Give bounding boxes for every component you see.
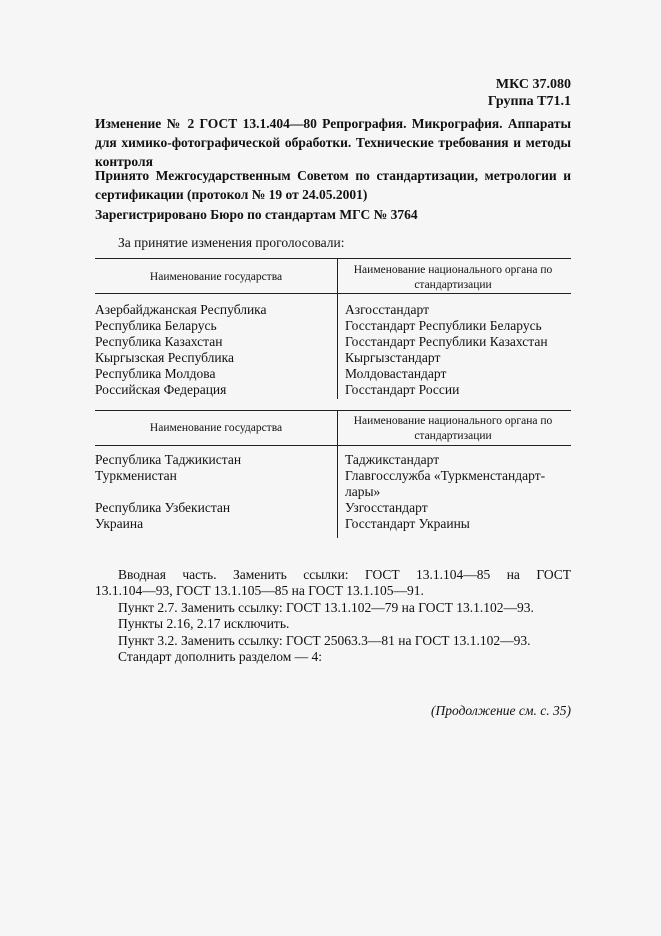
table-cell-organ: Таджикстандарт [345,452,440,467]
table-cell-state: Республика Узбекистан [95,500,231,515]
table2-col-state-header: Наименование государства [149,422,283,434]
table-cell-organ: Азгосстандарт [345,302,429,317]
table1-column-divider [337,258,338,399]
table1-top-rule [95,258,571,259]
table2-header-rule [95,445,571,446]
table2-column-divider [337,410,338,538]
intro-line-1: Вводная часть. Заменить ссылки: ГОСТ 13.1.104—85 на ГОСТ [118,567,571,582]
table-cell-organ: Госстандарт Украины [345,516,470,531]
table-cell-state: Республика Молдова [95,366,216,381]
table-cell-state: Туркменистан [95,468,177,483]
table1-col-state-header: Наименование государства [149,271,283,283]
point-2-7: Пункт 2.7. Заменить ссылку: ГОСТ 13.1.102—79 на ГОСТ 13.1.102—93. [118,600,534,615]
table-cell-organ: Кыргызстандарт [345,350,441,365]
points-2-16-2-17: Пункты 2.16, 2.17 исключить. [118,616,290,631]
table-cell-organ-continued: лары» [345,484,381,499]
table-cell-organ: Госстандарт Республики Казахстан [345,334,548,349]
table-cell-state: Республика Беларусь [95,318,217,333]
table-cell-state: Российская Федерация [95,382,227,397]
table-cell-organ: Госстандарт Республики Беларусь [345,318,542,333]
table-cell-organ: Госстандарт России [345,382,460,397]
table-cell-state: Украина [95,516,144,531]
table-cell-state: Республика Казахстан [95,334,223,349]
intro-line-2: 13.1.104—93, ГОСТ 13.1.105—85 на ГОСТ 13.1.105—91. [95,583,424,598]
table2-top-rule [95,410,571,411]
change-title: Изменение № 2 ГОСТ 13.1.404—80 Репрография. Микрография. Аппараты для химико-фотографической обработки. Технические требования и методы контроля [95,116,571,169]
table-cell-organ: Молдовастандарт [345,366,447,381]
table-cell-state: Республика Таджикистан [95,452,242,467]
section-4-addition: Стандарт дополнить разделом — 4: [118,649,323,664]
table2-col-organ-header: Наименование национального органа по стандартизации [353,415,553,442]
continuation-note: (Продолжение см. с. 35) [431,703,571,718]
voted-intro: За принятие изменения проголосовали: [118,235,345,250]
group-code: Группа Т71.1 [487,94,571,109]
table1-header-rule [95,293,571,294]
table-cell-state: Азербайджанская Республика [95,302,267,317]
table-cell-state: Кыргызская Республика [95,350,234,365]
point-3-2: Пункт 3.2. Заменить ссылку: ГОСТ 25063.3—81 на ГОСТ 13.1.102—93. [118,633,531,648]
classification-code: МКС 37.080 [495,77,571,92]
table-cell-organ: Главгосслужба «Туркменстандарт- [345,468,546,483]
table-cell-organ: Узгосстандарт [345,500,428,515]
registered-by: Зарегистрировано Бюро по стандартам МГС № 3764 [95,207,418,222]
table1-col-organ-header: Наименование национального органа по стандартизации [353,264,553,291]
accepted-by: Принято Межгосударственным Советом по стандартизации, метрологии и сертификации (протокол № 19 от 24.05.2001) [95,168,571,202]
